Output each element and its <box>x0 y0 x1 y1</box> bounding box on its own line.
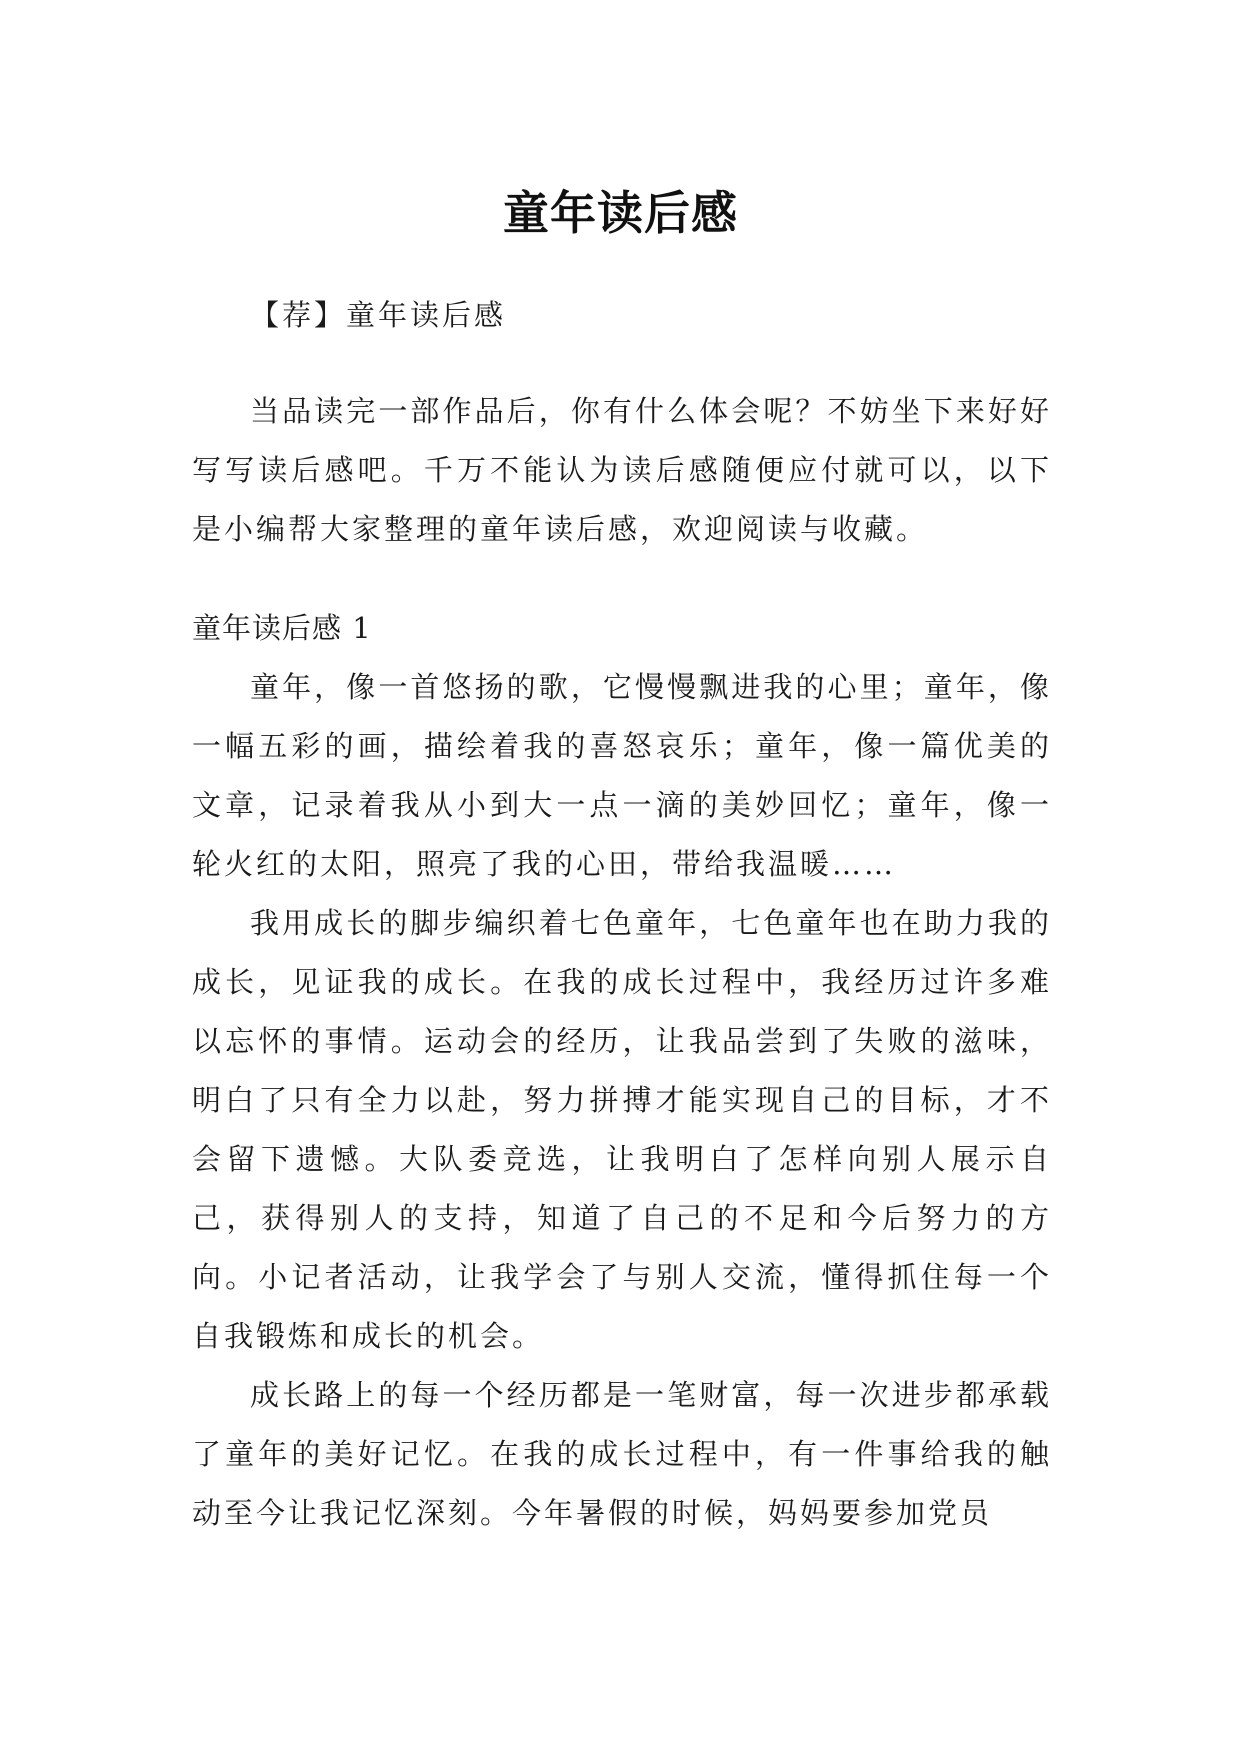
document-body <box>192 286 1052 1543</box>
body-paragraph-3: 成长路上的每一个经历都是一笔财富，每一次进步都承载了童年的美好记忆。在我的成长过程中，有一件事给我的触动至今让我记忆深刻。今年暑假的时候，妈妈要参加党员 <box>192 1378 1052 1530</box>
section-heading: 童年读后感 1 <box>192 611 372 645</box>
intro-paragraph: 当品读完一部作品后，你有什么体会呢？不妨坐下来好好写写读后感吧。千万不能认为读后感随便应付就可以，以下是小编帮大家整理的童年读后感，欢迎阅读与收藏。 <box>192 394 1052 546</box>
body-paragraph-2: 我用成长的脚步编织着七色童年，七色童年也在助力我的成长，见证我的成长。在我的成长过程中，我经历过许多难以忘怀的事情。运动会的经历，让我品尝到了失败的滋味，明白了只有全力以赴，努力拼搏才能实现自己的目标，才不会留下遗憾。大队委竞选，让我明白了怎样向别人展示自己，获得别人的支持，知道了自己的不足和今后努力的方向。小记者活动，让我学会了与别人交流，懂得抓住每一个自我锻炼和成长的机会。 <box>192 906 1052 1353</box>
recommended-subtitle: 【荐】童年读后感 <box>250 298 507 332</box>
document-title: 童年读后感 <box>503 185 738 240</box>
body-paragraph-1: 童年，像一首悠扬的歌，它慢慢飘进我的心里；童年，像一幅五彩的画，描绘着我的喜怒哀乐；童年，像一篇优美的文章，记录着我从小到大一点一滴的美妙回忆；童年，像一轮火红的太阳，照亮了我的心田，带给我温暖…… <box>192 670 1052 881</box>
